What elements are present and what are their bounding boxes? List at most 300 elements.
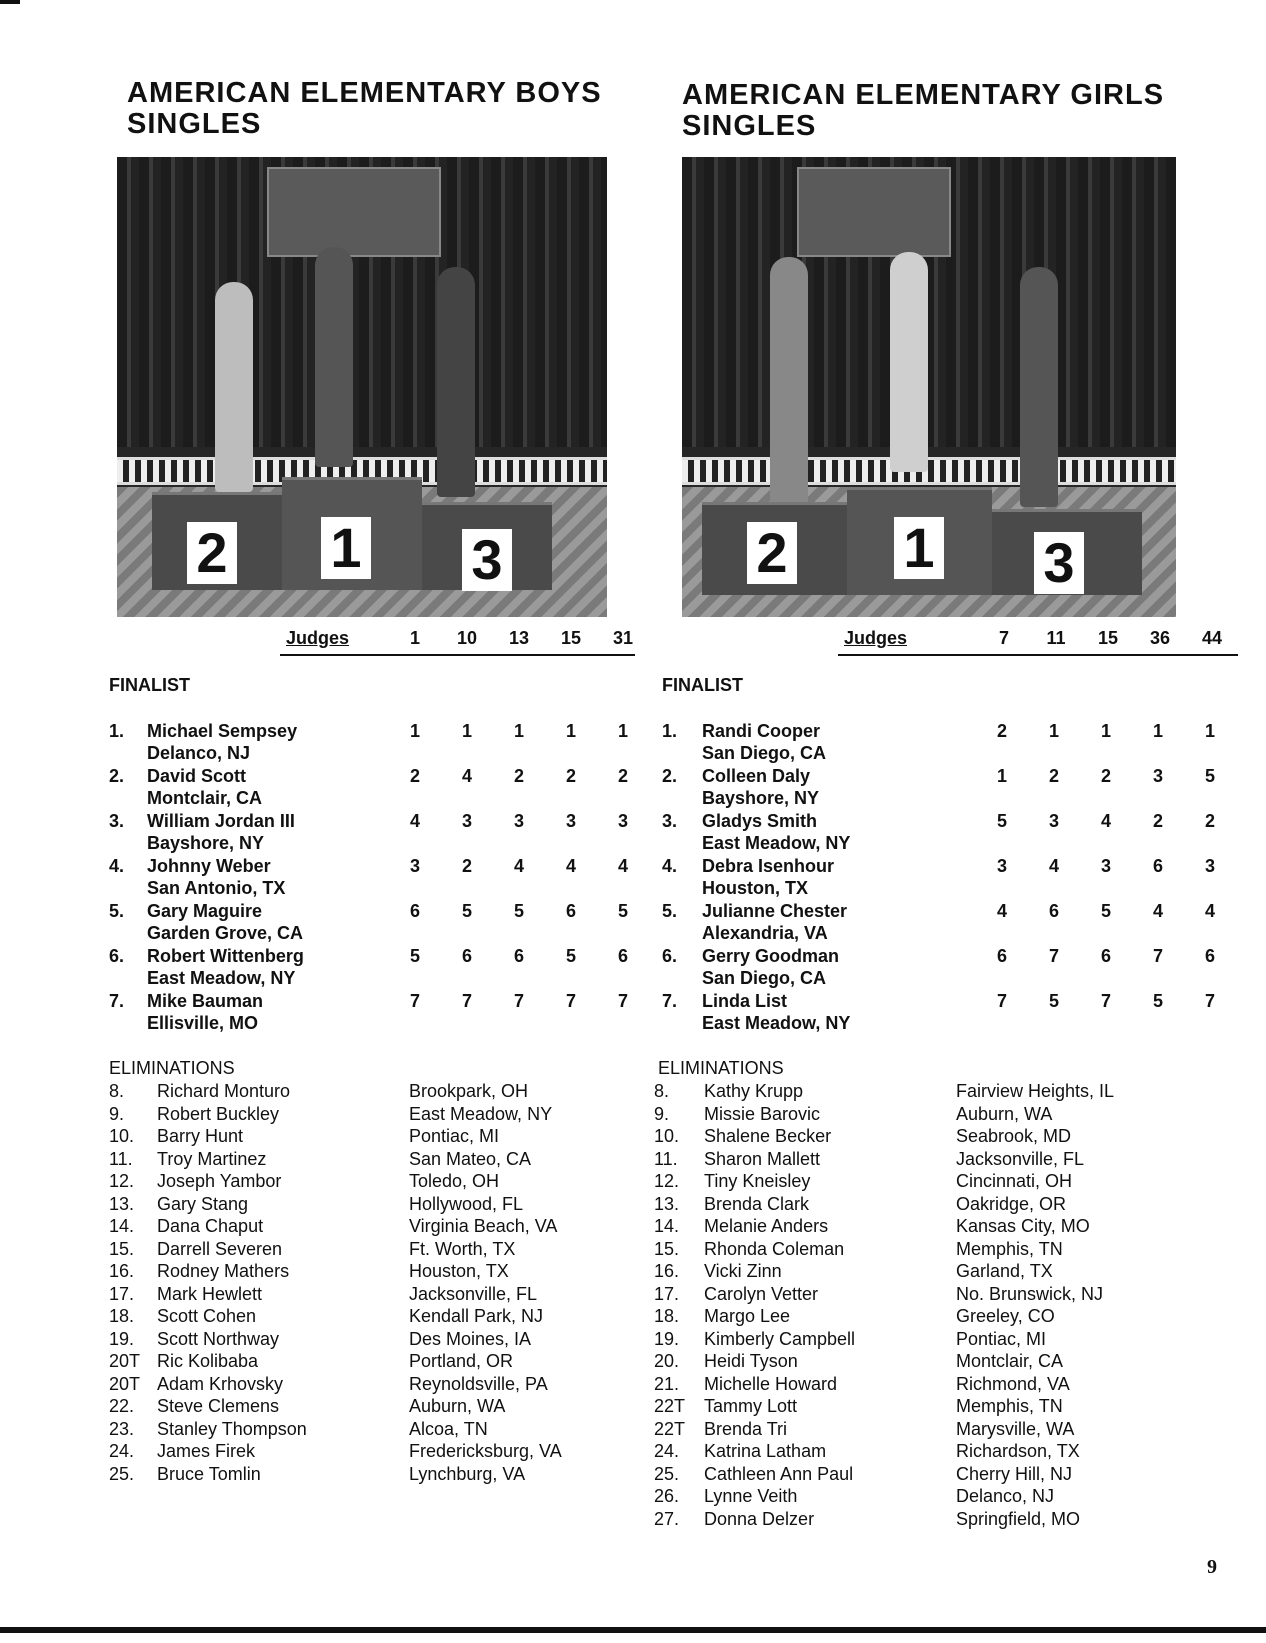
elimination-row [109,1328,639,1350]
judge-score: 1 [461,721,472,741]
girls-eliminations-label: ELIMINATIONS [658,1058,784,1078]
elimination-row [109,1463,639,1485]
elimination-rank: 24. [109,1441,135,1461]
elimination-rank: 13. [109,1193,135,1214]
finalist-row [109,720,639,765]
elimination-rank: 9. [654,1103,670,1124]
finalist-name: Gary Maguire [147,901,263,921]
girls-singles-title [682,80,1242,142]
elimination-name: Cathleen Ann Paul [704,1463,854,1484]
elimination-row [109,1260,639,1282]
judge-score: 3 [409,856,420,876]
elimination-row [654,1148,1254,1170]
elimination-rank: 25. [654,1463,680,1484]
judge-score: 2 [513,766,524,786]
finalist-name: Gerry Goodman [702,946,840,966]
elimination-name: Heidi Tyson [704,1351,798,1371]
elimination-name: Adam Krhovsky [157,1373,284,1394]
elimination-city: Alcoa, TN [409,1418,488,1439]
judge-score: 2 [1152,811,1163,831]
elimination-city: Lynchburg, VA [409,1463,526,1484]
finalist-row [662,900,1262,945]
corner-mark [0,0,20,4]
elimination-row [109,1125,639,1147]
judge-score: 1 [409,721,420,741]
elimination-city: Pontiac, MI [409,1126,500,1146]
judge-score: 4 [1204,901,1215,921]
finalist-rank: 3. [662,811,678,831]
judge-score: 4 [617,856,628,876]
elimination-city: Brookpark, OH [409,1081,529,1101]
elimination-rank: 19. [109,1328,135,1349]
judge-score: 6 [565,901,576,921]
finalist-rank: 4. [109,856,125,876]
finalist-rank: 2. [109,766,125,786]
judge-score: 4 [1048,856,1059,876]
judge-score: 1 [513,721,524,741]
finalist-row [109,945,639,990]
judge-score: 2 [565,766,576,786]
finalist-rank: 5. [662,901,678,921]
elimination-rank: 10. [654,1126,680,1146]
skater-figure [437,267,475,497]
elimination-name: Missie Barovic [704,1103,821,1124]
elimination-city: Fairview Heights, IL [956,1081,1115,1101]
elimination-rank: 19. [654,1328,680,1349]
elimination-name: Tiny Kneisley [704,1171,811,1191]
judge-score: 2 [996,721,1007,741]
elimination-name: Dana Chaput [157,1216,264,1236]
judge-score: 7 [461,991,472,1011]
elimination-rank: 11. [654,1148,678,1169]
judge-score: 5 [1100,901,1111,921]
judge-score: 5 [1048,991,1059,1011]
photo-stars-stripe [682,457,1176,485]
elimination-rank: 22T [654,1418,686,1439]
elimination-name: Bruce Tomlin [157,1463,261,1484]
elimination-rank: 14. [109,1216,135,1236]
skater-figure [890,252,928,472]
judge-score: 7 [409,991,420,1011]
judge-score: 3 [513,811,524,831]
elimination-row [109,1395,639,1417]
elimination-row [654,1283,1254,1305]
elimination-row [654,1193,1254,1215]
finalist-row [109,990,639,1035]
elimination-row [654,1463,1254,1485]
judge-score: 5 [1152,991,1163,1011]
elimination-row [654,1395,1254,1417]
judge-score: 3 [1048,811,1059,831]
girls-podium-photo [682,157,1176,617]
place-card-first: 1 [894,517,944,579]
elimination-city: Oakridge, OR [956,1193,1067,1214]
judge-score: 2 [1100,766,1111,786]
page-number: 9 [1207,1556,1217,1578]
elimination-name: Sharon Mallett [704,1148,821,1169]
finalist-name: William Jordan III [147,811,295,831]
elimination-city: Cincinnati, OH [956,1171,1073,1191]
judge-score: 4 [1100,811,1111,831]
elimination-name: Stanley Thompson [157,1418,307,1439]
elimination-name: Richard Monturo [157,1081,291,1101]
elimination-rank: 20. [654,1351,680,1371]
judge-number: 31 [612,628,634,648]
elimination-row [654,1508,1254,1530]
judge-score: 3 [1100,856,1111,876]
elimination-row [109,1193,639,1215]
elimination-rank: 18. [109,1306,135,1326]
judge-score: 5 [565,946,576,966]
judge-score: 1 [1152,721,1163,741]
elimination-row [654,1305,1254,1327]
elimination-name: Brenda Clark [704,1193,810,1214]
judge-score: 3 [617,811,628,831]
elimination-city: Ft. Worth, TX [409,1238,516,1259]
judge-score: 6 [996,946,1007,966]
boys-title-line-2: SINGLES [127,108,262,140]
finalist-rank: 2. [662,766,678,786]
elimination-rank: 9. [109,1103,125,1124]
finalist-city: East Meadow, NY [702,1013,851,1033]
girls-title-line-2: SINGLES [682,110,817,142]
elimination-row [109,1080,639,1102]
elimination-city: Delanco, NJ [956,1486,1055,1506]
judge-score: 4 [513,856,524,876]
elimination-city: Jacksonville, FL [956,1148,1085,1169]
elimination-rank: 18. [654,1306,680,1326]
elimination-name: Kimberly Campbell [704,1328,856,1349]
elimination-rank: 20T [109,1351,141,1371]
place-card-second: 2 [747,522,797,584]
finalist-name: Mike Bauman [147,991,264,1011]
girls-finalist-label: FINALIST [662,675,743,695]
elimination-row [109,1350,639,1372]
finalist-row [109,765,639,810]
elimination-city: Garland, TX [956,1261,1053,1281]
place-card-first: 1 [321,517,371,579]
elimination-name: Ric Kolibaba [157,1351,259,1371]
finalist-rank: 6. [109,946,125,966]
elimination-row [109,1283,639,1305]
elimination-name: Troy Martinez [157,1148,267,1169]
judge-number: 15 [560,628,582,648]
judge-score: 3 [1152,766,1163,786]
boys-title-line-1: AMERICAN ELEMENTARY BOYS [127,77,602,109]
elimination-rank: 17. [109,1283,135,1304]
elimination-name: Donna Delzer [704,1508,815,1529]
photo-banner [267,167,441,257]
elimination-rank: 10. [109,1126,135,1146]
elimination-name: Darrell Severen [157,1238,283,1259]
elimination-rank: 14. [654,1216,680,1236]
elimination-row [654,1418,1254,1440]
judge-score: 2 [461,856,472,876]
elimination-rank: 15. [109,1238,135,1259]
judge-score: 5 [461,901,472,921]
judge-score: 5 [513,901,524,921]
finalist-rank: 1. [662,721,678,741]
finalist-city: Garden Grove, CA [147,923,304,943]
judges-label: Judges [844,628,908,648]
elimination-rank: 12. [654,1171,680,1191]
boys-judges-header [280,628,635,656]
elimination-city: Cherry Hill, NJ [956,1463,1073,1484]
judge-score: 3 [461,811,472,831]
elimination-city: Montclair, CA [956,1351,1064,1371]
elimination-name: Scott Northway [157,1328,280,1349]
elimination-city: No. Brunswick, NJ [956,1283,1104,1304]
judge-score: 4 [996,901,1007,921]
elimination-rank: 26. [654,1486,680,1506]
elimination-row [654,1125,1254,1147]
skater-figure [770,257,808,507]
finalist-city: Alexandria, VA [702,923,828,943]
elimination-city: San Mateo, CA [409,1148,532,1169]
elimination-row [109,1440,639,1462]
judge-score: 2 [1204,811,1215,831]
boys-finalist-label: FINALIST [109,675,190,695]
finalist-name: Johnny Weber [147,856,271,876]
elimination-name: Shalene Becker [704,1126,832,1146]
finalist-rank: 6. [662,946,678,966]
elimination-city: Kendall Park, NJ [409,1306,544,1326]
elimination-row [109,1148,639,1170]
elimination-city: Reynoldsville, PA [409,1373,548,1394]
elimination-name: Mark Hewlett [157,1283,263,1304]
boys-podium-photo [117,157,607,617]
elimination-row [654,1080,1254,1102]
finalist-name: Robert Wittenberg [147,946,304,966]
finalist-name: Randi Cooper [702,721,821,741]
elimination-name: Joseph Yambor [157,1171,282,1191]
judge-score: 3 [1204,856,1215,876]
girls-title-line-1: AMERICAN ELEMENTARY GIRLS [682,79,1165,111]
finalist-city: San Diego, CA [702,968,827,988]
skater-figure [1020,267,1058,507]
judge-score: 3 [565,811,576,831]
judge-score: 5 [1204,766,1215,786]
elimination-name: Michelle Howard [704,1373,838,1394]
elimination-rank: 25. [109,1463,135,1484]
finalist-row [109,855,639,900]
elimination-row [109,1170,639,1192]
finalist-name: Gladys Smith [702,811,818,831]
elimination-row [654,1238,1254,1260]
elimination-row [109,1305,639,1327]
judge-score: 6 [513,946,524,966]
finalist-row [109,810,639,855]
elimination-city: Auburn, WA [956,1103,1053,1124]
judges-label: Judges [286,628,350,648]
elimination-name: Rhonda Coleman [704,1238,845,1259]
elimination-name: Tammy Lott [704,1396,798,1416]
judge-score: 1 [996,766,1007,786]
skater-figure [315,247,353,467]
elimination-city: Portland, OR [409,1351,514,1371]
finalist-row [662,990,1262,1035]
elimination-city: Fredericksburg, VA [409,1441,562,1461]
elimination-row [109,1215,639,1237]
elimination-city: Springfield, MO [956,1508,1081,1529]
elimination-name: Brenda Tri [704,1418,788,1439]
elimination-city: East Meadow, NY [409,1103,553,1124]
elimination-rank: 11. [109,1148,133,1169]
elimination-rank: 16. [109,1261,135,1281]
elimination-name: Robert Buckley [157,1103,280,1124]
elimination-rank: 22. [109,1396,135,1416]
finalist-rank: 7. [662,991,678,1011]
judge-number: 13 [508,628,530,648]
judge-score: 7 [1100,991,1111,1011]
judge-score: 4 [565,856,576,876]
judge-score: 7 [565,991,576,1011]
elimination-city: Jacksonville, FL [409,1283,538,1304]
finalist-row [662,855,1262,900]
judge-score: 1 [565,721,576,741]
judge-score: 4 [1152,901,1163,921]
elimination-row [109,1238,639,1260]
elimination-rank: 13. [654,1193,680,1214]
judge-number: 11 [1046,628,1066,648]
finalist-city: Delanco, NJ [147,743,251,763]
judge-score: 5 [996,811,1007,831]
judge-score: 5 [409,946,420,966]
finalist-rank: 7. [109,991,125,1011]
judge-score: 6 [461,946,472,966]
judge-number: 1 [409,628,420,648]
finalist-city: Ellisville, MO [147,1013,259,1033]
elimination-rank: 16. [654,1261,680,1281]
elimination-name: Katrina Latham [704,1441,827,1461]
finalist-row [662,720,1262,765]
finalist-name: Linda List [702,991,787,1011]
elimination-city: Houston, TX [409,1261,509,1281]
elimination-row [654,1103,1254,1125]
judge-number: 10 [456,628,478,648]
elimination-name: Scott Cohen [157,1306,257,1326]
finalist-rank: 1. [109,721,125,741]
judge-score: 1 [1204,721,1215,741]
place-card-third: 3 [1034,532,1084,594]
elimination-rank: 12. [109,1171,135,1191]
elimination-rank: 20T [109,1373,141,1394]
finalist-row [109,900,639,945]
judge-score: 7 [617,991,628,1011]
elimination-name: Gary Stang [157,1193,249,1214]
elimination-name: Rodney Mathers [157,1261,290,1281]
finalist-city: Montclair, CA [147,788,263,808]
judge-score: 7 [1152,946,1163,966]
judge-score: 6 [1100,946,1111,966]
finalist-row [662,810,1262,855]
elimination-city: Toledo, OH [409,1171,500,1191]
judge-score: 3 [996,856,1007,876]
judge-score: 2 [617,766,628,786]
judge-number: 15 [1097,628,1119,648]
judge-score: 1 [1048,721,1059,741]
elimination-name: Vicki Zinn [704,1261,782,1281]
judge-number: 44 [1201,628,1223,648]
elimination-name: Barry Hunt [157,1126,244,1146]
elimination-row [109,1418,639,1440]
elimination-row [109,1373,639,1395]
judge-score: 2 [409,766,420,786]
photo-banner [797,167,951,257]
bottom-rule [0,1627,1266,1633]
elimination-row [654,1440,1254,1462]
judge-score: 4 [409,811,420,831]
finalist-row [662,765,1262,810]
finalist-name: David Scott [147,766,247,786]
elimination-city: Memphis, TN [956,1396,1063,1416]
elimination-row [654,1170,1254,1192]
elimination-name: James Firek [157,1441,256,1461]
finalist-row [662,945,1262,990]
elimination-row [654,1373,1254,1395]
elimination-row [109,1103,639,1125]
finalist-city: East Meadow, NY [147,968,296,988]
judge-score: 6 [1152,856,1163,876]
elimination-city: Richardson, TX [956,1441,1080,1461]
elimination-rank: 15. [654,1238,680,1259]
elimination-name: Margo Lee [704,1306,791,1326]
elimination-rank: 22T [654,1396,686,1416]
elimination-name: Lynne Veith [704,1486,798,1506]
finalist-city: San Diego, CA [702,743,827,763]
judge-score: 6 [1204,946,1215,966]
finalist-city: Houston, TX [702,878,808,898]
finalist-name: Debra Isenhour [702,856,835,876]
elimination-city: Memphis, TN [956,1238,1063,1259]
elimination-city: Virginia Beach, VA [409,1216,558,1236]
elimination-rank: 8. [109,1081,125,1101]
elimination-city: Richmond, VA [956,1373,1070,1394]
elimination-city: Hollywood, FL [409,1193,524,1214]
judge-score: 7 [996,991,1007,1011]
elimination-city: Greeley, CO [956,1306,1055,1326]
judge-score: 2 [1048,766,1059,786]
elimination-city: Pontiac, MI [956,1328,1047,1349]
skater-figure [215,282,253,492]
judge-score: 7 [513,991,524,1011]
judge-score: 5 [617,901,628,921]
place-card-second: 2 [187,522,237,584]
girls-judges-header [838,628,1238,656]
elimination-row [654,1485,1254,1507]
elimination-row [654,1215,1254,1237]
elimination-name: Steve Clemens [157,1396,280,1416]
elimination-row [654,1328,1254,1350]
finalist-name: Colleen Daly [702,766,811,786]
judge-score: 1 [1100,721,1111,741]
finalist-name: Julianne Chester [702,901,848,921]
finalist-name: Michael Sempsey [147,721,298,741]
finalist-city: Bayshore, NY [702,788,820,808]
elimination-city: Kansas City, MO [956,1216,1090,1236]
finalist-city: San Antonio, TX [147,878,286,898]
elimination-city: Marysville, WA [956,1418,1075,1439]
judge-score: 6 [617,946,628,966]
elimination-rank: 23. [109,1418,135,1439]
elimination-city: Auburn, WA [409,1396,506,1416]
elimination-rank: 21. [654,1373,680,1394]
judge-number: 36 [1149,628,1171,648]
elimination-rank: 17. [654,1283,680,1304]
boys-singles-title [127,78,647,140]
elimination-row [654,1350,1254,1372]
boys-eliminations-label: ELIMINATIONS [109,1058,235,1078]
